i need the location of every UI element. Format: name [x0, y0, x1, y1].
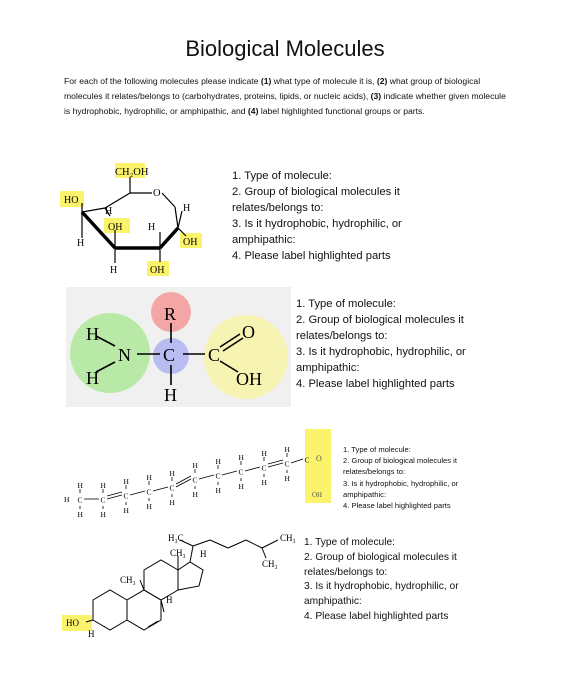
- carbon-label: C: [192, 475, 198, 485]
- label-ch3: CH₃: [170, 548, 186, 558]
- label-oh: OH: [312, 491, 323, 499]
- label-oh: OH: [108, 222, 123, 233]
- hydrogen-label: H: [169, 469, 175, 478]
- bond: [245, 467, 260, 471]
- amine-group-highlight: [70, 313, 150, 393]
- carbon-label: C: [304, 455, 310, 465]
- carbon-label: C: [123, 491, 129, 501]
- hydrogen-label: H: [146, 473, 152, 482]
- question-type: 1. Type of molecule:: [232, 170, 332, 182]
- hydrogen-label: H: [238, 482, 244, 491]
- question-group: 2. Group of biological molecules it: [343, 456, 457, 466]
- questions-fatty-acid: [343, 444, 458, 511]
- carbon-label: C: [261, 463, 267, 473]
- hydrogen-label: H: [261, 478, 267, 487]
- label-h: H: [166, 595, 173, 605]
- carbon-label: C: [169, 483, 175, 493]
- label-n: N: [118, 345, 131, 365]
- questions-cholesterol: [304, 536, 459, 625]
- question-hydrophobicity: 3. Is it hydrophobic, hydrophilic, or: [343, 478, 459, 488]
- question-hydrophobicity: 3. Is it hydrophobic, hydrophilic, or: [296, 346, 466, 358]
- hydrogen-label: H: [261, 449, 267, 458]
- question-label-parts: 4. Please label highlighted parts: [343, 501, 451, 511]
- hydrogen-label: H: [100, 510, 106, 519]
- carbon-label: C: [284, 459, 290, 469]
- label-carboxyl-c: C: [208, 345, 221, 365]
- label-h: H: [183, 203, 191, 214]
- hydrogen-label: H: [215, 486, 221, 495]
- instructions-paragraph: For each of the following molecules please indicate (1) what type of molecule it is, (2) what group of biological molecules it relates/belongs to (carbohydrates, proteins, lipids, or nucleic acids), (3) indicate whether given molecule is hydrophobic, hydrophilic, or amphipathic, and (4) label highlighted functional groups or parts.: [64, 76, 506, 116]
- label-h: H: [77, 238, 85, 249]
- question-group-cont: relates/belongs to:: [232, 202, 324, 214]
- label-h: H: [86, 368, 99, 388]
- label-h: H: [88, 629, 95, 639]
- question-hydrophobicity-cont: amphipathic:: [232, 234, 296, 246]
- hydrogen-label: H: [123, 506, 129, 515]
- amino-acid-structure: [66, 287, 291, 407]
- bond: [153, 487, 168, 491]
- label-h: H: [200, 549, 207, 559]
- hydrogen-label: H: [77, 481, 83, 490]
- question-group-cont: relates/belongs to:: [343, 467, 406, 477]
- label-h: H: [110, 265, 118, 276]
- label-alpha-c: C: [163, 345, 176, 365]
- cholesterol-structure: [60, 528, 305, 643]
- label-ring-oxygen: O: [153, 188, 161, 199]
- carbon-label: C: [146, 487, 152, 497]
- hydrogen-label: H: [169, 498, 175, 507]
- questions-glucose: [232, 168, 402, 264]
- bond: [291, 459, 303, 463]
- hydrogen-label: H: [215, 457, 221, 466]
- carbon-label: C: [100, 495, 106, 505]
- carbon-chain: [64, 445, 310, 519]
- question-group: 2. Group of biological molecules it: [296, 314, 464, 326]
- carbon-label: C: [215, 471, 221, 481]
- page-title: Biological Molecules: [185, 36, 385, 61]
- label-h3c: H₃C: [168, 533, 184, 543]
- question-type: 1. Type of molecule:: [343, 445, 411, 454]
- hydrogen-label: H: [192, 461, 198, 470]
- label-oh: OH: [183, 237, 198, 248]
- hydrogen-label: H: [100, 481, 106, 490]
- question-hydrophobicity: 3. Is it hydrophobic, hydrophilic, or: [304, 581, 459, 593]
- label-h: H: [86, 324, 99, 344]
- question-group: 2. Group of biological molecules it: [232, 186, 400, 198]
- questions-amino-acid: [296, 296, 466, 392]
- hydrogen-label: H: [284, 474, 290, 483]
- label-ch3: CH₃: [280, 533, 296, 543]
- bond: [130, 491, 145, 495]
- question-label-parts: 4. Please label highlighted parts: [232, 250, 391, 262]
- question-hydrophobicity-cont: amphipathic:: [343, 489, 387, 499]
- hydrogen-label: H: [123, 477, 129, 486]
- label-h: H: [105, 206, 113, 217]
- hydrogen-label: H: [77, 510, 83, 519]
- question-label-parts: 4. Please label highlighted parts: [304, 610, 449, 622]
- question-label-parts: 4. Please label highlighted parts: [296, 378, 455, 390]
- bond: [222, 471, 237, 475]
- carbon-label: C: [77, 495, 83, 505]
- hydrogen-label: H: [192, 490, 198, 499]
- hydrogen-label: H: [146, 502, 152, 511]
- hydrogen-label: H: [238, 453, 244, 462]
- question-type: 1. Type of molecule:: [296, 298, 396, 310]
- question-group-cont: relates/belongs to:: [296, 330, 388, 342]
- label-ho: HO: [66, 618, 79, 628]
- hydrogen-label: H: [64, 495, 70, 504]
- glucose-structure: [55, 163, 235, 276]
- question-type: 1. Type of molecule:: [304, 537, 395, 548]
- label-ho: HO: [64, 195, 79, 206]
- fatty-acid-structure: [58, 428, 333, 523]
- hydrogen-label: H: [284, 445, 290, 454]
- label-oh: OH: [150, 265, 165, 276]
- label-ch3: CH₃: [262, 559, 278, 569]
- label-h: H: [164, 385, 177, 405]
- label-ch2oh: CH₂OH: [115, 167, 149, 178]
- question-group: 2. Group of biological molecules it: [304, 551, 457, 563]
- label-oh: OH: [236, 369, 262, 389]
- bond: [199, 475, 214, 479]
- question-hydrophobicity: 3. Is it hydrophobic, hydrophilic, or: [232, 218, 402, 230]
- carbon-label: C: [238, 467, 244, 477]
- label-h: H: [148, 222, 156, 233]
- question-hydrophobicity-cont: amphipathic:: [296, 362, 360, 374]
- label-o: O: [316, 454, 322, 463]
- question-group-cont: relates/belongs to:: [304, 566, 388, 578]
- label-o: O: [242, 322, 255, 342]
- question-hydrophobicity-cont: amphipathic:: [304, 596, 362, 608]
- label-r-group: R: [164, 304, 177, 324]
- label-ch3: CH₃: [120, 575, 136, 585]
